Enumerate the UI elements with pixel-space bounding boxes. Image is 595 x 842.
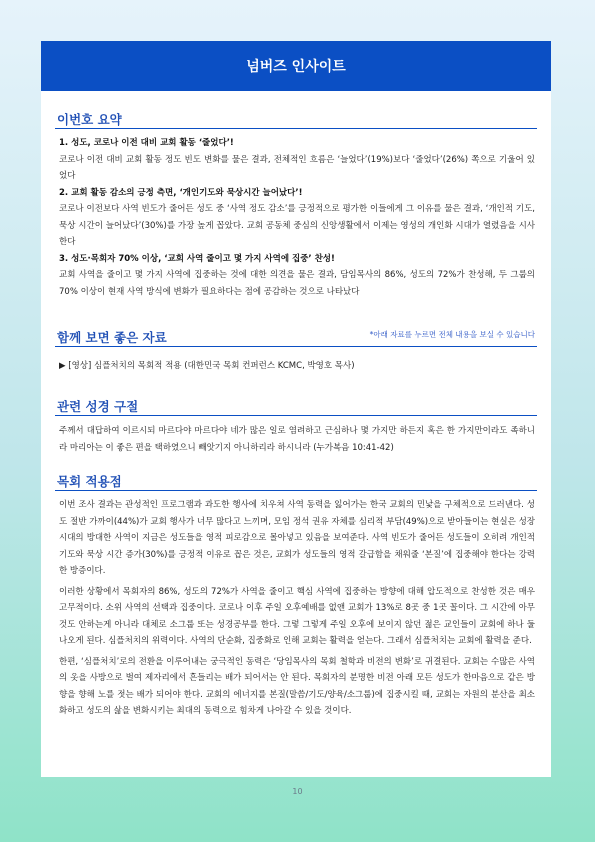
page-card xyxy=(41,41,551,777)
related-title: 함께 보면 좋은 자료 xyxy=(57,330,167,345)
summary-divider xyxy=(55,128,537,129)
summary-body xyxy=(59,135,535,300)
ministry-paragraph-2: 이러한 상황에서 목회자의 86%, 성도의 72%가 사역을 줄이고 핵심 사역에 집중하는 방향에 대해 압도적으로 찬성한 것은 매우 고무적이다. 소위 사역의 선택과 집중이다. 코로나 이후 주일 오후예배를 없앤 교회가 13%로 8곳 중 1곳 꼴이다. 그 시간에 아무것도 안하는게 아니라 대체로 소그룹 또는 성경공부를 한다. 그렇 그렇게 주일 오후에 보이지 않던 젊은 교인들이 교회에 하나 둘 나오게 된다. 심플처치의 위력이다. 사역의 단순화, 집중화로 인해 교회는 활력을 얻는다. 그래서 심플처치는 교회에 활력을 준다. xyxy=(59,586,535,646)
page-number: 10 xyxy=(292,787,303,796)
related-link[interactable] xyxy=(59,359,355,371)
summary-title: 이번호 요약 xyxy=(57,112,122,127)
verse-text: 주께서 대답하여 이르시되 마르다야 마르다야 네가 많은 일로 염려하고 근심하나 몇 가지만 하든지 혹은 한 가지만이라도 족하니라 마리아는 이 좋은 편을 택하였으니 빼앗기지 아니하리라 하시니라 (누가복음 10:41-42) xyxy=(59,426,535,453)
header-banner xyxy=(41,41,551,91)
play-arrow-icon: ▶ xyxy=(59,361,66,371)
summary-item-2-text: 코로나 이전보다 사역 빈도가 줄어든 성도 중 ‘사역 정도 감소’를 긍정적으로 평가한 이들에게 그 이유를 물은 결과, ‘개인적 기도, 묵상 시간이 늘어났다’(30%)를 가장 높게 꼽았다. 교회 공동체 중심의 신앙생활에서 이제는 영성의 개인화 시대가 열렸음을 시사한다 xyxy=(59,204,535,247)
related-link-text[interactable]: [영상] 심플처치의 목회적 적용 (대한민국 목회 컨퍼런스 KCMC, 박영호 목사) xyxy=(68,361,355,371)
related-note: *아래 자료를 누르면 전체 내용을 보실 수 있습니다 xyxy=(369,330,535,339)
ministry-body xyxy=(59,497,535,720)
ministry-divider xyxy=(55,490,537,491)
summary-item-1-heading: 1. 성도, 코로나 이전 대비 교회 활동 ‘줄었다’! xyxy=(59,138,234,148)
summary-item-3-text: 교회 사역을 줄이고 몇 가지 사역에 집중하는 것에 대한 의견을 물은 결과, 담임목사의 86%, 성도의 72%가 찬성해, 두 그룹의 70% 이상이 현재 사역 방식에 변화가 필요하다는 점에 공감하는 것으로 나타났다 xyxy=(59,270,535,297)
ministry-title: 목회 적용점 xyxy=(57,474,122,489)
header-title: 넘버즈 인사이트 xyxy=(246,59,346,75)
related-divider xyxy=(55,346,537,347)
ministry-paragraph-3: 한편, ‘심플처치’로의 전환을 이루어내는 궁극적인 동력은 ‘당임목사의 목회 철학과 비전의 변화’로 귀결된다. 교회는 수많은 사역의 옷을 사방으로 벌여 제자리에서 흔들리는 배가 되어서는 안 된다. 목회자의 분명한 비전 아래 모든 성도가 한마음으로 같은 방향을 향해 노를 젓는 배가 되어야 한다. 교회의 에너지를 본질(말씀/기도/양육/소그룹)에 집중시킬 때, 교회는 자원의 분산을 최소화하고 성도의 삶을 변화시키는 최대의 동력으로 힘차게 나아갈 수 있을 것이다. xyxy=(59,656,535,716)
verse-divider xyxy=(55,415,537,416)
summary-item-1-text: 코로나 이전 대비 교회 활동 정도 빈도 변화를 물은 결과, 전체적인 흐름은 ‘늘었다’(19%)보다 ‘줄었다’(26%) 쪽으로 기울어 있었다 xyxy=(59,154,535,181)
summary-item-3-heading: 3. 성도·목회자 70% 이상, ‘교회 사역 줄이고 몇 가지 사역에 집중’ 찬성! xyxy=(59,253,335,264)
summary-item-2-heading: 2. 교회 활동 감소의 긍정 측면, ‘개인기도와 묵상시간 늘어났다’! xyxy=(59,187,303,198)
verse-title: 관련 성경 구절 xyxy=(57,399,139,414)
ministry-paragraph-1: 이번 조사 결과는 관성적인 프로그램과 과도한 행사에 치우쳐 사역 동력을 잃어가는 한국 교회의 민낯을 구체적으로 드러낸다. 성도 절반 가까이(44%)가 교회 행사가 너무 많다고 느끼며, 모임 정석 권유 자체를 심리적 부담(49%)으로 받아들이는 현실은 성장시대의 방대한 사역이 지금은 성도들을 영적 피로감으로 몰아넣고 있음을 보여준다. 사역 빈도가 줄어든 성도들이 오히려 개인적 기도와 묵상 시간 증가(30%)를 긍정적 이유로 꼽은 것은, 교회가 성도들의 영적 갈급함을 채워줄 ‘본질’에 집중해야 한다는 강력한 방증이다. xyxy=(59,500,535,576)
